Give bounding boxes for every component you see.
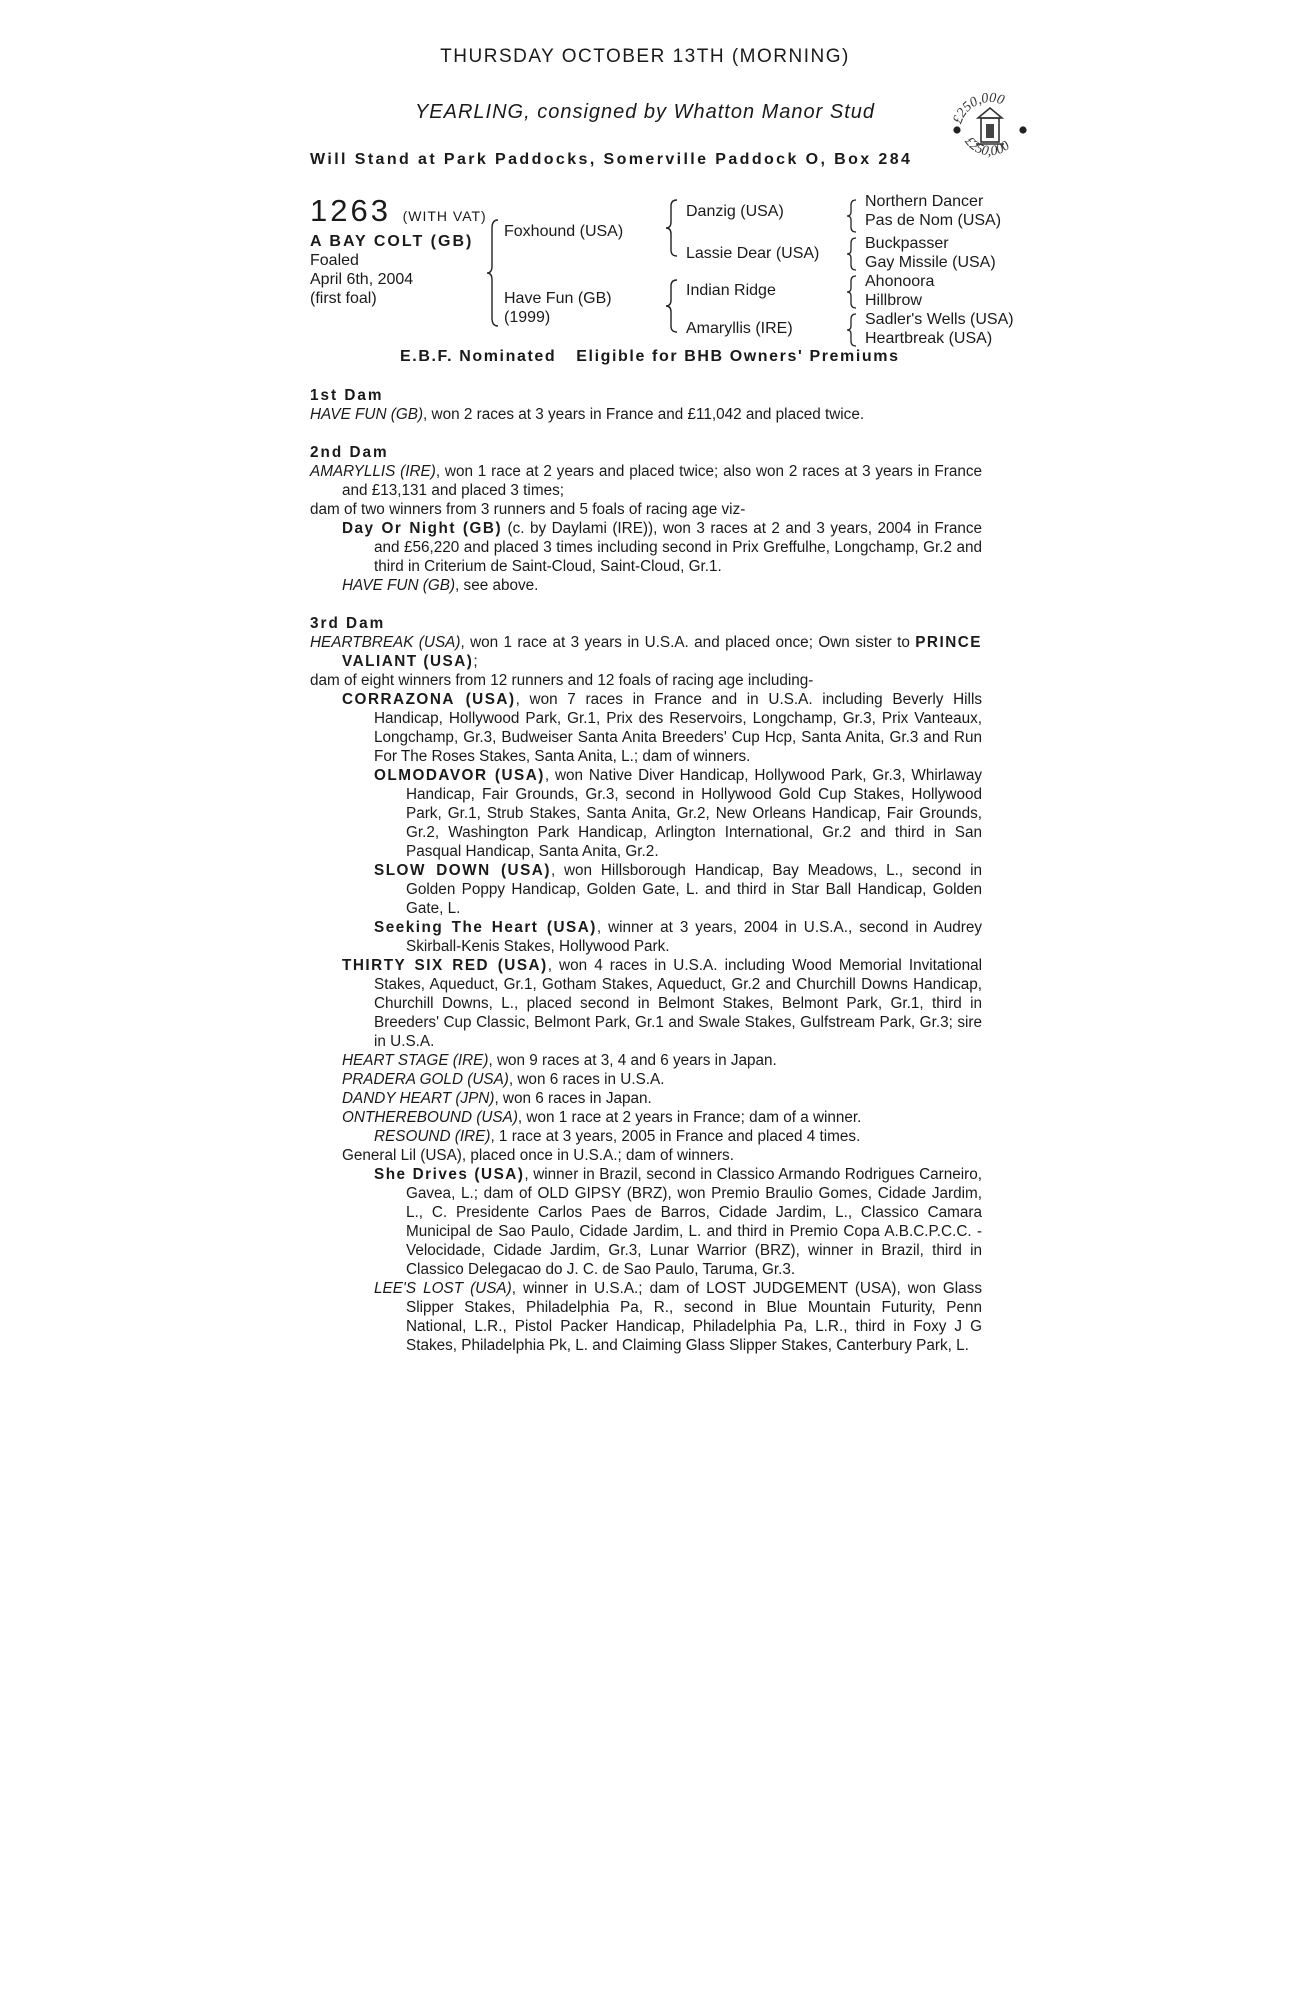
pedigree-gen3-3: Buckpasser (865, 235, 949, 252)
pedigree-gen3-5: Ahonoora (865, 273, 935, 290)
produce-record-text: , winner in U.S.A.; dam of LOST JUDGEMENT (USA), won Glass Slipper Stakes, Philadelphia Pa, R., second in Blue Mountain Futurity, Penn National, L.R., Pistol Packer Handicap, Philadelphia Pa, L.R., third in Foxy J G Stakes, Philadelphia Pk, L. and Claiming Glass Slipper Stakes, Canterbury Park, L. (406, 1280, 982, 1354)
second-dam-record: AMARYLLIS (IRE), won 1 race at 2 years and placed twice; also won 2 races at 3 years in France and £13,131 and placed 3 times; (310, 463, 982, 499)
sale-day-header: THURSDAY OCTOBER 13TH (MORNING) (440, 46, 850, 67)
produce-horse-name: THIRTY SIX RED (USA) (342, 957, 548, 974)
pedigree-brace-sire (665, 198, 679, 258)
produce-line (310, 956, 982, 1051)
pedigree-sire-sire: Danzig (USA) (686, 203, 784, 220)
second-dam-foal-2: HAVE FUN (GB), see above. (342, 577, 539, 594)
vat-note: (WITH VAT) (402, 208, 487, 224)
ebf-nominated: E.B.F. Nominated (400, 348, 557, 365)
produce-record-text: , won 9 races at 3, 4 and 6 years in Japan. (488, 1052, 777, 1069)
produce-record-text: , winner at 3 years, 2004 in U.S.A., second in Audrey Skirball-Kenis Stakes, Hollywood Park. (406, 919, 982, 955)
produce-horse-name: OLMODAVOR (USA) (374, 767, 545, 784)
pedigree-brace-g3-3 (846, 274, 858, 310)
produce-horse-name: RESOUND (IRE) (374, 1128, 491, 1145)
pedigree-dam-dam: Amaryllis (IRE) (686, 320, 793, 337)
horse-sex-colour: A BAY COLT (GB) (310, 233, 474, 250)
horse-description (310, 232, 473, 308)
pedigree-gen3-2: Pas de Nom (USA) (865, 212, 1002, 229)
pedigree-brace-dam (665, 278, 679, 334)
produce-horse-name: HEART STAGE (IRE) (342, 1052, 489, 1069)
svg-text:£250,000: £250,000 (950, 90, 1007, 126)
pedigree-sire-dam: Lassie Dear (USA) (686, 245, 820, 262)
price-stamp-seal (948, 88, 1032, 172)
third-dam-record: HEARTBREAK (USA), won 1 race at 3 years in U.S.A. and placed once; Own sister to PRINCE VALIANT (USA); (310, 634, 982, 670)
produce-line (310, 1108, 982, 1127)
lot-number: 1263 (WITH VAT) (310, 193, 487, 228)
produce-horse-name: DANDY HEART (JPN) (342, 1090, 495, 1107)
eligibility-line (400, 348, 900, 366)
pedigree-brace-g3-4 (846, 312, 858, 348)
pedigree-gen3-4: Gay Missile (USA) (865, 254, 996, 271)
produce-line (310, 1127, 982, 1146)
produce-line (310, 1070, 982, 1089)
produce-line (310, 861, 982, 918)
pedigree-gen3-1: Northern Dancer (865, 193, 984, 210)
pedigree-gen3-8: Heartbreak (USA) (865, 330, 993, 347)
third-dam-heading: 3rd Dam (310, 615, 386, 632)
produce-line (310, 1146, 982, 1165)
produce-record-text: , 1 race at 3 years, 2005 in France and placed 4 times. (490, 1128, 861, 1145)
pedigree-dam-name: Have Fun (GB) (504, 290, 612, 307)
svg-text:£250,000: £250,000 (961, 134, 1013, 160)
produce-record-text: , winner in Brazil, second in Classico Armando Rodrigues Carneiro, Gavea, L.; dam of OLD GIPSY (BRZ), won Premio Braulio Gomes, Cidade Jardim, L., C. Presidente Carlos Paes de Barros, Cidade Jardim, L., Classico Camara Municipal de Sao Paulo, Cidade Jardim, L. and third in Premio Copa A.B.C.P.C.C. - Velocidade, Cidade Jardim, Gr.3, Lunar Warrior (BRZ), winner in Brazil, third in Classico Delegacao do J. C. de Sao Paulo, Taruma, Gr.3. (406, 1166, 982, 1278)
pedigree-brace-g3-1 (846, 198, 858, 234)
produce-record-text: , won 4 races in U.S.A. including Wood Memorial Invitational Stakes, Aqueduct, Gr.1, Gotham Stakes, Aqueduct, Gr.2 and Churchill Downs Handicap, Churchill Downs, L., placed second in Belmont Stakes, Belmont Park, Gr.1, third in Breeders' Cup Classic, Belmont Park, Gr.1 and Swale Stakes, Gulfstream Park, Gr.3; sire in U.S.A. (374, 957, 982, 1050)
produce-line (310, 1051, 982, 1070)
first-dam-record: HAVE FUN (GB), won 2 races at 3 years in France and £11,042 and placed twice. (310, 406, 865, 423)
foaled-label: Foaled (310, 252, 359, 269)
consignment-line: YEARLING, consigned by Whatton Manor Stud (414, 101, 876, 123)
produce-record-text: , won 7 races in France and in U.S.A. including Beverly Hills Handicap, Hollywood Park, Gr.1, Prix des Reservoirs, Longchamp, Gr.3, Prix Vanteaux, Longchamp, Gr.3, Budweiser Santa Anita Breeders' Cup Hcp, Santa Anita, Gr.3 and Run For The Roses Stakes, Santa Anita, L.; dam of winners. (374, 691, 983, 765)
produce-record-text: , won Hillsborough Handicap, Bay Meadows, L., second in Golden Poppy Handicap, Golden Gate, L. and third in Star Ball Handicap, Golden Gate, L. (406, 862, 982, 917)
pedigree-dam-sire: Indian Ridge (686, 282, 776, 299)
produce-horse-name: SLOW DOWN (USA) (374, 862, 551, 879)
pedigree-dam-year: (1999) (504, 309, 551, 326)
produce-record-text: , won 6 races in U.S.A. (508, 1071, 665, 1088)
produce-record-text: General Lil (USA), placed once in U.S.A.; dam of winners. (342, 1147, 734, 1164)
second-dam-foal-1: Day Or Night (GB) (c. by Daylami (IRE)), won 3 races at 2 and 3 years, 2004 in France and £56,220 and placed 3 times including second in Prix Greffulhe, Longchamp, Gr.2 and third in Criterium de Saint-Cloud, Saint-Cloud, Gr.1. (342, 520, 982, 575)
pedigree-sire: Foxhound (USA) (504, 223, 624, 240)
third-dam-produce-intro: dam of eight winners from 12 runners and 12 foals of racing age including- (310, 672, 814, 689)
bhb-premiums: Eligible for BHB Owners' Premiums (576, 348, 900, 365)
produce-horse-name: She Drives (USA) (374, 1166, 525, 1183)
produce-horse-name: Seeking The Heart (USA) (374, 919, 597, 936)
produce-line (310, 1089, 982, 1108)
produce-record-text: , won 6 races in Japan. (494, 1090, 652, 1107)
pedigree-brace-g3-2 (846, 236, 858, 272)
first-foal-note: (first foal) (310, 290, 377, 307)
second-dam-produce-intro: dam of two winners from 3 runners and 5 foals of racing age viz- (310, 501, 746, 518)
produce-line (310, 766, 982, 861)
stand-location: Will Stand at Park Paddocks, Somerville Paddock O, Box 284 (310, 151, 913, 168)
third-dam-produce-list (310, 690, 982, 1355)
produce-horse-name: ONTHEREBOUND (USA) (342, 1109, 518, 1126)
produce-horse-name: CORRAZONA (USA) (342, 691, 516, 708)
second-dam-heading: 2nd Dam (310, 444, 389, 461)
produce-line (310, 1165, 982, 1279)
produce-record (310, 386, 982, 1355)
pedigree-gen3-6: Hillbrow (865, 292, 922, 309)
pedigree-brace-main (486, 218, 500, 328)
foaled-date: April 6th, 2004 (310, 271, 414, 288)
produce-horse-name: LEE'S LOST (USA) (374, 1280, 512, 1297)
produce-record-text: , won 1 race at 2 years in France; dam of a winner. (517, 1109, 862, 1126)
pedigree-gen3-7: Sadler's Wells (USA) (865, 311, 1014, 328)
produce-line (310, 918, 982, 956)
produce-horse-name: PRADERA GOLD (USA) (342, 1071, 509, 1088)
produce-line (310, 690, 982, 766)
produce-line (310, 1279, 982, 1355)
produce-record-text: , won Native Diver Handicap, Hollywood Park, Gr.3, Whirlaway Handicap, Fair Grounds, Gr.3, second in Hollywood Gold Cup Stakes, Hollywood Park, Gr.1, Strub Stakes, Santa Anita, Gr.2, New Orleans Handicap, Fair Grounds, Gr.2, Washington Park Handicap, Arlington International, Gr.2 and third in San Pasqual Handicap, Santa Anita, Gr.2. (406, 767, 982, 860)
first-dam-heading: 1st Dam (310, 387, 384, 404)
pedigree-dam (504, 289, 612, 327)
